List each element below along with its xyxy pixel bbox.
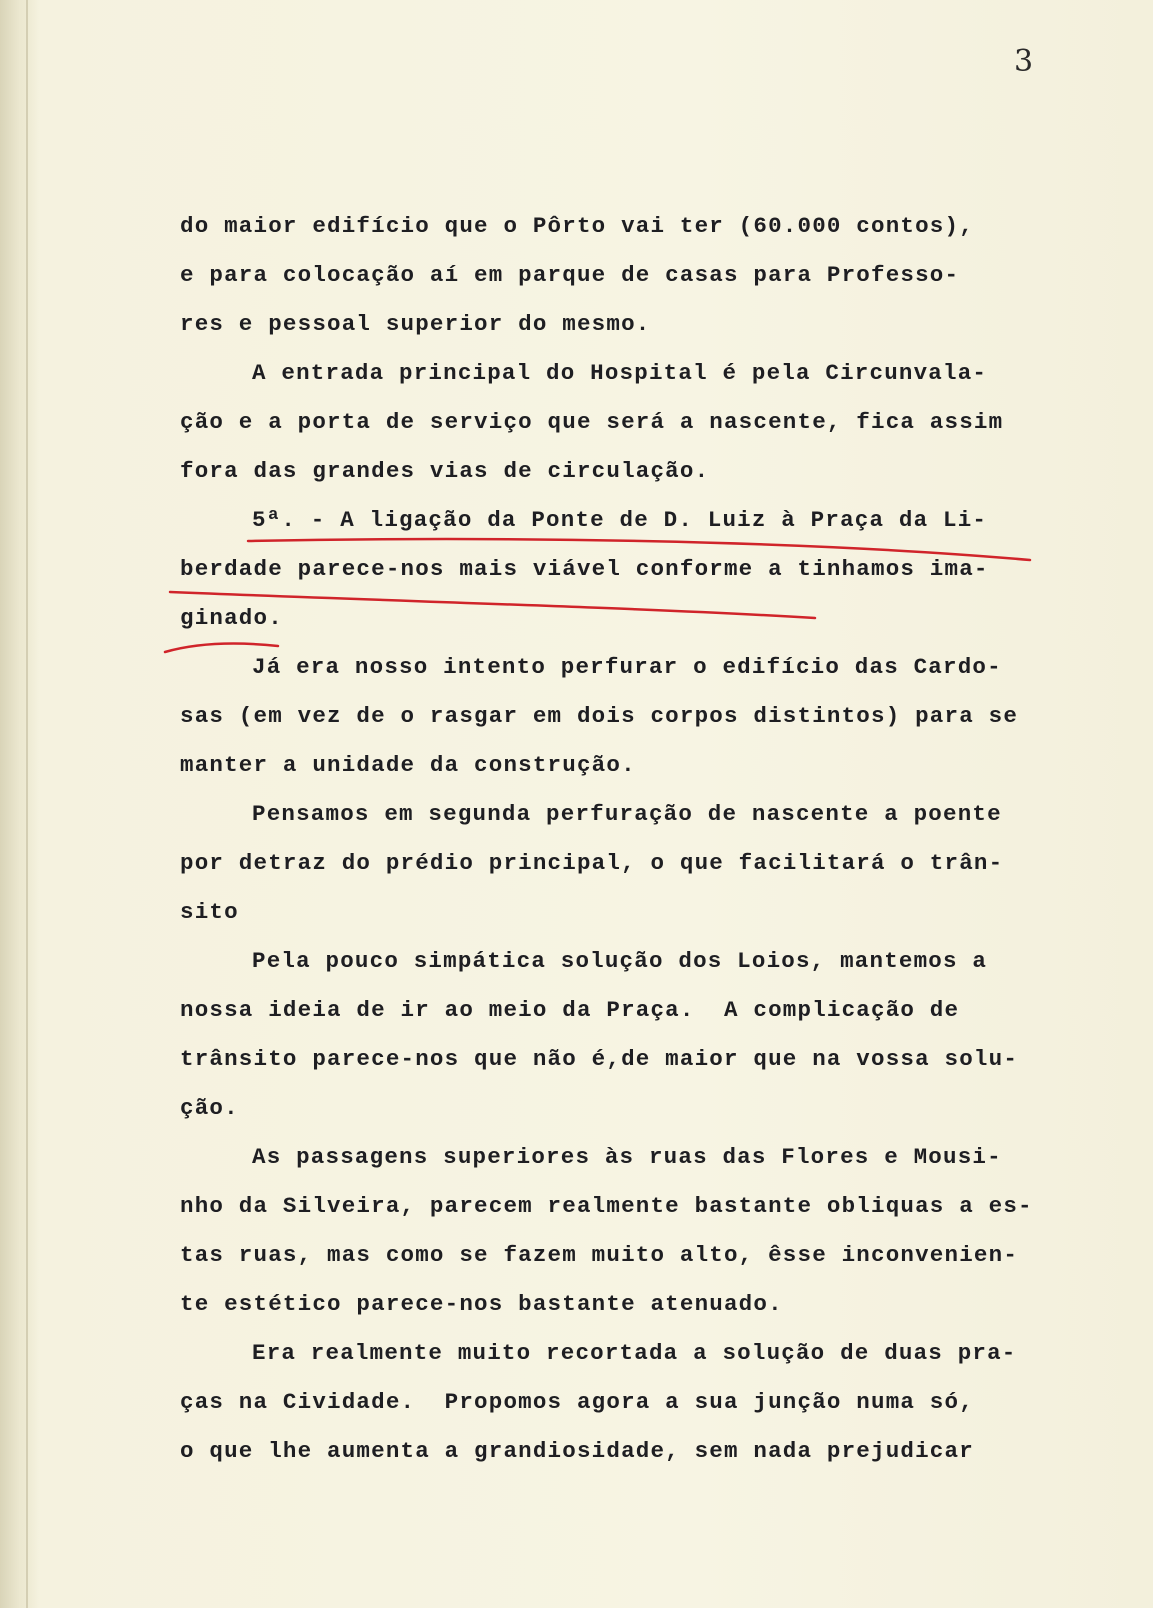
text-line-highlighted: 5ª. - A ligação da Ponte de D. Luiz à Praça da Li- [252,507,988,533]
paper-binding-edge [0,0,38,1608]
text-line: sito [180,899,239,925]
text-line: ção e a porta de serviço que será a nascente, fica assim [180,409,1004,435]
text-line-highlighted: ginado. [180,605,283,631]
text-line: ção. [180,1095,239,1121]
typewritten-body [180,202,1033,1476]
text-line: sas (em vez de o rasgar em dois corpos distintos) para se [180,703,1019,729]
text-line: por detraz do prédio principal, o que facilitará o trân- [180,850,1004,876]
text-line: tas ruas, mas como se fazem muito alto, êsse inconvenien- [180,1242,1019,1268]
paper-fold-line [26,0,28,1608]
text-line: nho da Silveira, parecem realmente bastante obliquas a es- [180,1193,1033,1219]
text-line: nossa ideia de ir ao meio da Praça. A complicação de [180,997,960,1023]
text-line: ças na Cividade. Propomos agora a sua junção numa só, [180,1389,974,1415]
text-line-highlighted: berdade parece-nos mais viável conforme a tinhamos ima- [180,556,989,582]
text-line: trânsito parece-nos que não é,de maior que na vossa solu- [180,1046,1019,1072]
page-number: 3 [1014,44,1034,79]
text-line: fora das grandes vias de circulação. [180,458,710,484]
text-line: o que lhe aumenta a grandiosidade, sem nada prejudicar [180,1438,974,1464]
text-line: res e pessoal superior do mesmo. [180,311,651,337]
text-line: te estético parece-nos bastante atenuado. [180,1291,783,1317]
text-line: e para colocação aí em parque de casas para Professo- [180,262,960,288]
text-line: As passagens superiores às ruas das Flores e Mousi- [252,1144,1002,1170]
text-line: Pela pouco simpática solução dos Loios, mantemos a [252,948,988,974]
text-line: Era realmente muito recortada a solução de duas pra- [252,1340,1017,1366]
text-line: A entrada principal do Hospital é pela Circunvala- [252,360,988,386]
text-line: Já era nosso intento perfurar o edifício das Cardo- [252,654,1002,680]
text-line: manter a unidade da construção. [180,752,636,778]
text-line: do maior edifício que o Pôrto vai ter (60.000 contos), [180,213,974,239]
text-line: Pensamos em segunda perfuração de nascente a poente [252,801,1002,827]
